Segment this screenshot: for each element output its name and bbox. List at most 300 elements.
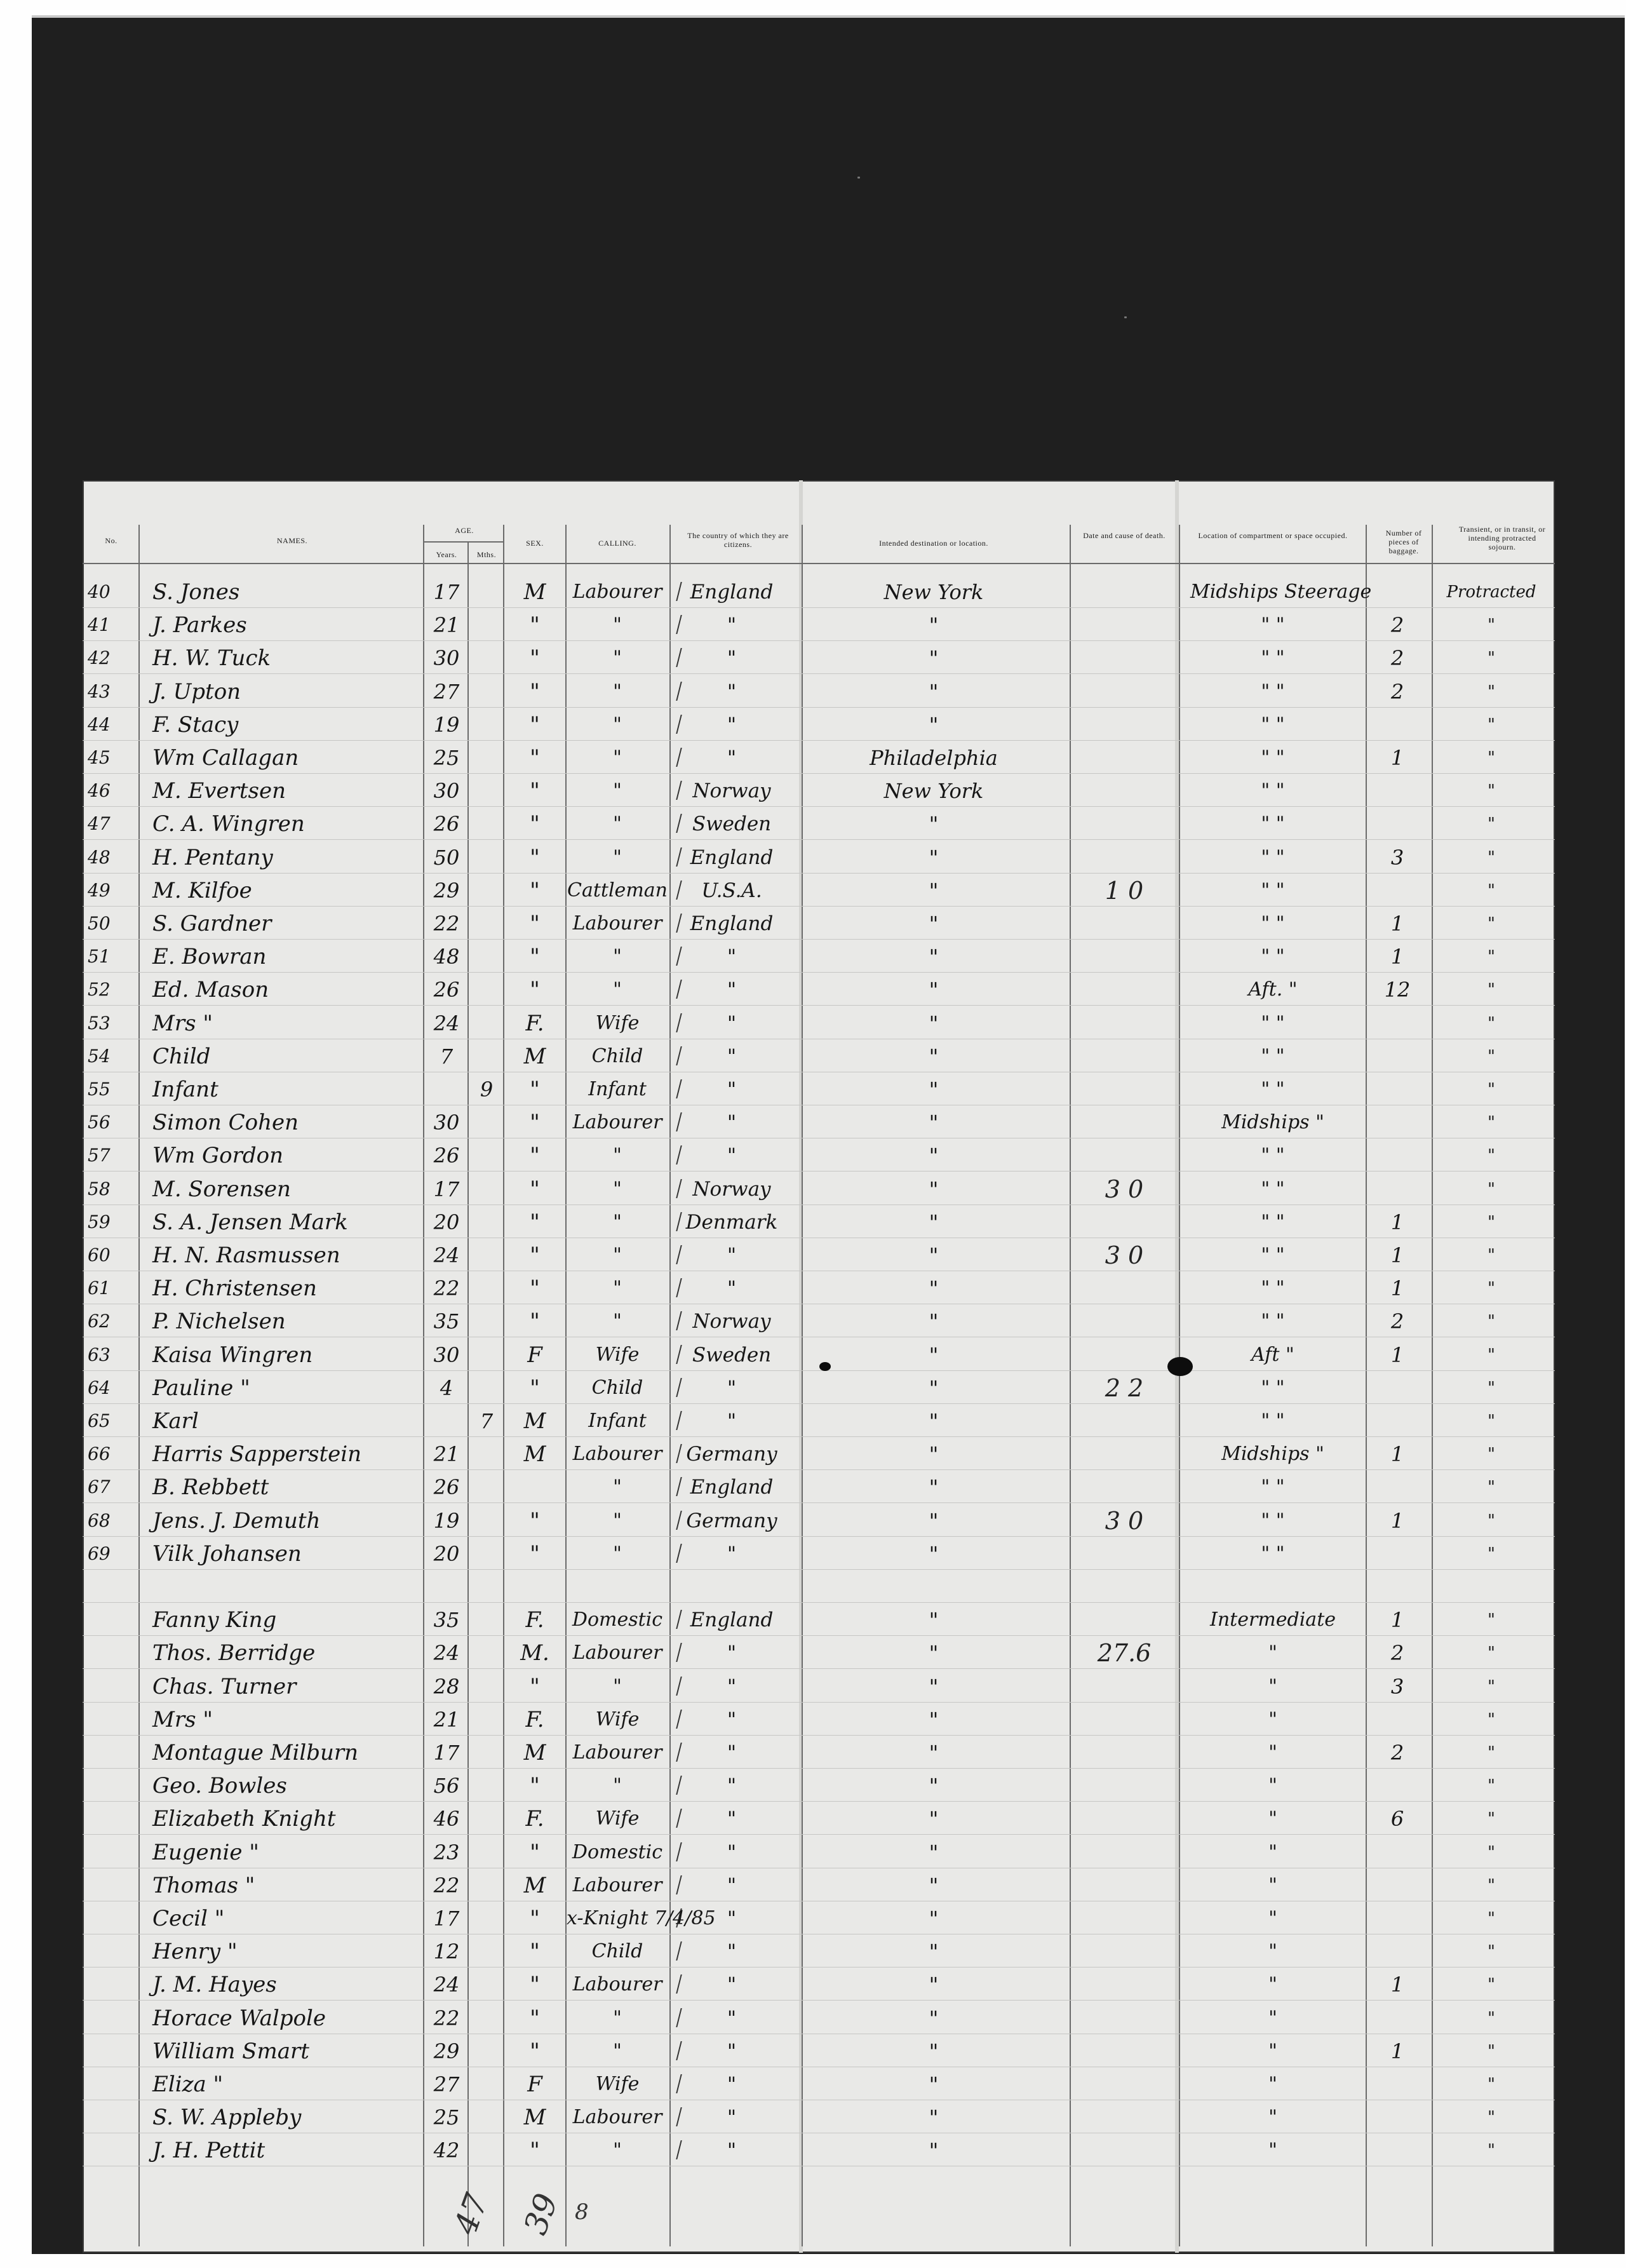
destination: " [929,2105,939,2130]
transient-status: " [1488,2041,1495,2061]
country: " [727,1011,737,1035]
table-row [83,973,1555,1006]
header-divider [83,563,1555,564]
calling: x-Knight 7/4/85 [567,1907,716,1929]
entry-number [88,1802,132,1835]
table-row [83,1073,1555,1106]
sex [504,1570,565,1603]
death-note [1080,1305,1169,1338]
sex: " [530,1972,540,1998]
calling: " [613,680,622,703]
calling: Labourer [572,1741,662,1764]
age-years: 26 [433,1475,460,1500]
calling: " [613,945,622,968]
country: " [727,1774,737,1798]
baggage-count: 3 [1390,845,1404,870]
passenger-name: M. Sorensen [152,1176,291,1202]
compartment: Aft " [1251,1343,1294,1366]
entry-number [88,1902,132,1935]
passenger-name: Wm Callagan [152,745,299,771]
destination: Philadelphia [870,746,998,770]
destination: " [929,1541,939,1566]
passenger-name: Pauline " [152,1375,250,1401]
table-row [83,1968,1555,2001]
age-months [469,609,504,642]
baggage-count [1366,1405,1429,1438]
calling: " [613,746,622,769]
age-months [469,675,504,708]
table-row [83,1603,1555,1637]
baggage-count [1366,1869,1429,1902]
country: Sweden [692,1343,772,1367]
header-names: NAMES. [276,536,307,545]
transient-status: " [1488,1610,1495,1630]
transient-status: " [1488,914,1495,933]
baggage-count: 2 [1390,1741,1404,1765]
calling: Labourer [572,581,662,603]
death-note: 2 2 [1105,1374,1144,1402]
compartment: " [1268,1940,1277,1963]
destination: " [929,1309,939,1334]
age-years: 50 [433,845,460,870]
entry-number [88,1869,132,1902]
table-row [83,576,1555,609]
table-row [83,940,1555,973]
age-months [469,1206,504,1239]
header-location: Location of compartment or space occupied. [1198,531,1348,540]
age-years: 35 [433,1608,460,1633]
passenger-name: H. W. Tuck [152,645,271,672]
passenger-name: C. A. Wingren [152,811,305,837]
sex: F. [525,1607,544,1633]
age-months [469,1836,504,1869]
passenger-name: Harris Sapperstein [152,1441,362,1468]
entry-number [88,1935,132,1968]
compartment: " [1268,2006,1277,2029]
header-destination: Intended destination or location. [879,539,988,548]
age-years: 42 [433,2138,460,2163]
sex: " [530,911,540,936]
calling: " [613,614,622,637]
baggage-count [1366,2101,1429,2134]
sex: M [523,2105,546,2131]
age-months [469,1438,504,1471]
entry-number: 66 [88,1443,111,1465]
header-no: No. [105,536,118,545]
age-months [469,1471,504,1504]
death-note [1080,1106,1169,1139]
country: " [727,1708,737,1731]
transient-status: " [1488,1710,1495,1729]
transient-status: " [1488,1511,1495,1530]
transient-status: " [1488,1412,1495,1431]
header-death: Date and cause of death. [1083,531,1166,540]
entry-number: 47 [88,813,111,835]
age-months [469,1703,504,1736]
destination: " [929,1641,939,1666]
compartment: Intermediate [1209,1609,1336,1631]
transient-status: " [1488,1975,1495,1995]
calling: " [613,1774,622,1797]
entry-number [88,1769,132,1802]
calling: " [613,2039,622,2062]
sex: " [530,1508,540,1534]
transient-status: " [1488,1809,1495,1829]
passenger-name: Mrs " [152,1706,213,1732]
compartment [1190,1570,1355,1603]
baggage-count: 2 [1390,646,1404,671]
age-months [469,2101,504,2134]
death-note [1080,1007,1169,1040]
age-months [469,1736,504,1769]
country: " [727,1542,737,1565]
transient-status: " [1488,748,1495,767]
compartment: " " [1261,614,1285,637]
compartment: " " [1261,1542,1285,1565]
passenger-name: F. Stacy [152,712,239,738]
death-note [1080,1736,1169,1769]
death-note [1080,1438,1169,1471]
passenger-name: H. Christensen [152,1276,317,1302]
age-years: 26 [433,978,460,1002]
death-note [1080,1139,1169,1172]
sex: " [530,2138,540,2164]
ink-blot [1167,1357,1193,1376]
margin-total-mid: 39 [516,2189,565,2239]
country: Germany [686,1509,777,1532]
entry-number: 64 [88,1377,111,1398]
transient-status: " [1488,1179,1495,1199]
age-years: 24 [433,1641,460,1666]
sex: " [530,745,540,771]
calling: " [613,813,622,835]
entry-number: 46 [88,780,111,802]
calling: " [613,846,622,868]
destination: " [929,1907,939,1931]
age-years: 17 [433,1177,460,1201]
death-note [1080,2134,1169,2167]
sex: " [530,1906,540,1931]
destination: " [929,1409,939,1433]
destination: " [929,912,939,936]
age-months [469,1670,504,1703]
table-row [83,1769,1555,1802]
age-months [469,1504,504,1537]
baggage-count [1366,1902,1429,1935]
compartment: " " [1261,1144,1285,1167]
entry-number: 44 [88,713,111,735]
calling: " [613,1476,622,1499]
passenger-name: William Smart [152,2038,309,2064]
compartment: " [1268,1840,1277,1863]
header-age: AGE. [455,526,474,535]
calling: Domestic [572,1840,663,1863]
compartment: " " [1261,1044,1285,1067]
sex: " [530,2038,540,2064]
calling: Domestic [572,1609,663,1631]
destination: " [929,1210,939,1234]
age-years: 24 [433,1973,460,1997]
passenger-name: Child [152,1043,211,1069]
age-months [469,1603,504,1637]
sex: " [530,1839,540,1865]
entry-number: 59 [88,1211,111,1232]
baggage-count: 1 [1390,746,1404,770]
entry-number: 69 [88,1542,111,1564]
age-months [469,1968,504,2001]
dust-speck [857,177,860,179]
calling: Labourer [572,1642,662,1664]
sex: M [523,1872,546,1898]
sex: " [530,1939,540,1965]
destination [813,1570,1054,1603]
age-months [469,874,504,907]
death-note [1080,1603,1169,1637]
country: Germany [686,1443,777,1466]
baggage-count: 1 [1390,945,1404,969]
transient-status: " [1488,1677,1495,1696]
compartment: " " [1261,713,1285,736]
transient-status: " [1488,1378,1495,1398]
death-note [1080,940,1169,973]
entry-number [88,1570,132,1603]
sex: " [530,844,540,870]
compartment: " " [1261,680,1285,703]
age-years: 30 [433,646,460,671]
transient-status: " [1488,2141,1495,2161]
country: " [727,2006,737,2030]
passenger-name: Elizabeth Knight [152,1806,336,1832]
destination: " [929,1342,939,1367]
sex: " [530,1773,540,1799]
destination: " [929,613,939,638]
destination: " [929,1741,939,1765]
age-years: 19 [433,1508,460,1533]
table-row [83,1504,1555,1537]
compartment: " " [1261,1078,1285,1100]
baggage-count: 1 [1390,1508,1404,1533]
age-years: 25 [433,746,460,770]
passenger-name: Fanny King [152,1607,277,1633]
baggage-count [1366,1040,1429,1073]
country: " [727,614,737,637]
death-note [1080,1968,1169,2001]
country: England [690,581,774,604]
transient-status: " [1488,1046,1495,1066]
age-years: 21 [433,613,460,638]
table-row [83,1537,1555,1570]
compartment: " " [1261,1210,1285,1233]
entry-number: 48 [88,846,111,868]
compartment: " " [1261,1277,1285,1300]
table-row [83,2002,1555,2035]
transient-status [1434,1570,1549,1603]
passenger-name: Chas. Turner [152,1673,297,1699]
death-note: 3 0 [1105,1175,1144,1203]
calling: " [613,2139,622,2162]
calling: " [613,713,622,736]
age-years: 26 [433,812,460,837]
sex: " [530,1176,540,1202]
death-note [1080,1935,1169,1968]
entry-number [88,1603,132,1637]
table-row [83,1836,1555,1869]
compartment: " " [1261,945,1285,968]
age-months [469,1537,504,1570]
sex: " [530,645,540,672]
passenger-name: B. Rebbett [152,1475,269,1501]
entry-number: 41 [88,614,111,636]
passenger-name: H. Pentany [152,844,273,870]
country: " [727,647,737,670]
age-years [424,1405,469,1438]
transient-status: " [1488,682,1495,701]
death-note [1080,1206,1169,1239]
compartment: " [1268,2073,1277,2095]
passenger-name: Ed. Mason [152,977,269,1003]
compartment: " [1268,1708,1277,1731]
sex: " [530,2005,540,2031]
age-years: 7 [440,1044,454,1069]
table-row [83,1438,1555,1471]
country [675,1570,789,1603]
age-months [469,1139,504,1172]
destination: New York [884,580,984,604]
table-row [83,1272,1555,1305]
compartment: " " [1261,1376,1285,1399]
table-row [83,1869,1555,1902]
sex: " [530,1375,540,1401]
calling: " [613,1542,622,1565]
compartment: Midships " [1221,1111,1324,1134]
transient-status: " [1488,947,1495,967]
country: " [727,1410,737,1433]
age-months [469,1239,504,1272]
entry-number: 67 [88,1476,111,1498]
destination: " [929,878,939,903]
baggage-count [1366,2134,1429,2167]
death-note [1080,907,1169,940]
age-months [469,807,504,840]
country: " [727,1642,737,1665]
header-transient: Transient, or in transit, or intending protracted sojourn. [1458,525,1546,551]
calling: " [613,1509,622,1532]
transient-status: " [1488,2075,1495,2094]
transient-status: " [1488,1743,1495,1762]
compartment: Midships Steerage [1190,581,1372,603]
calling: " [613,1675,622,1698]
passenger-name: J. H. Pettit [152,2138,265,2164]
death-note [1080,609,1169,642]
transient-status: " [1488,1445,1495,1464]
death-note [1080,1670,1169,1703]
destination: " [929,2039,939,2063]
death-note [1080,1802,1169,1835]
compartment: " " [1261,1177,1285,1200]
entry-number: 68 [88,1509,111,1531]
compartment: " " [1261,813,1285,835]
sex: " [530,1541,540,1567]
age-months [469,1869,504,1902]
age-years: 29 [433,2039,460,2063]
table-row [83,1703,1555,1736]
entry-number: 61 [88,1278,111,1299]
sex: " [530,1209,540,1235]
age-years: 24 [433,1011,460,1036]
table-row [83,1305,1555,1338]
calling: " [613,1277,622,1300]
passenger-name: Horace Walpole [152,2005,326,2031]
sex: " [530,612,540,638]
transient-status: " [1488,1312,1495,1332]
compartment: " [1268,2039,1277,2062]
calling: Cattleman [567,879,668,901]
passenger-name: S. W. Appleby [152,2105,302,2131]
country: " [727,1940,737,1964]
calling: Labourer [572,912,662,935]
country: " [727,746,737,769]
sex: " [530,1077,540,1102]
passenger-name: Simon Cohen [152,1110,299,1136]
transient-status: " [1488,781,1495,801]
destination: " [929,679,939,704]
passenger-name: Geo. Bowles [152,1773,287,1799]
calling [567,1570,668,1603]
age-months [469,1007,504,1040]
sex: M. [520,1640,549,1666]
table-row [83,807,1555,840]
baggage-count [1366,2068,1429,2101]
entry-number [88,2002,132,2035]
entry-number [88,1670,132,1703]
death-note [1080,576,1169,609]
table-row [83,1106,1555,1139]
age-months [469,708,504,741]
age-months [469,642,504,675]
age-years: 27 [433,679,460,704]
destination: " [929,1243,939,1267]
passenger-name: Kaisa Wingren [152,1342,313,1368]
age-years: 17 [433,1741,460,1765]
baggage-count [1366,1173,1429,1206]
transient-status: " [1488,2108,1495,2128]
compartment: Midships " [1221,1443,1324,1466]
age-years: 17 [433,580,460,604]
destination: " [929,1807,939,1832]
baggage-count [1366,1372,1429,1405]
death-note [1080,2002,1169,2035]
age-years: 25 [433,2105,460,2130]
passenger-name: Eliza " [152,2072,224,2097]
age-months [469,576,504,609]
sex: " [530,1309,540,1335]
destination: " [929,1110,939,1135]
passenger-name: Karl [152,1408,199,1434]
country: Norway [692,780,771,803]
sex: M [523,1740,546,1765]
compartment: " " [1261,647,1285,670]
sex: " [530,877,540,903]
sex: F [527,2072,542,2097]
transient-status: " [1488,1345,1495,1365]
passenger-name: S. Gardner [152,911,272,936]
baggage-count [1366,1570,1429,1603]
destination: " [929,1044,939,1069]
transient-status: " [1488,1776,1495,1796]
calling: " [613,1177,622,1200]
table-row [83,1007,1555,1040]
transient-status: " [1488,1942,1495,1962]
